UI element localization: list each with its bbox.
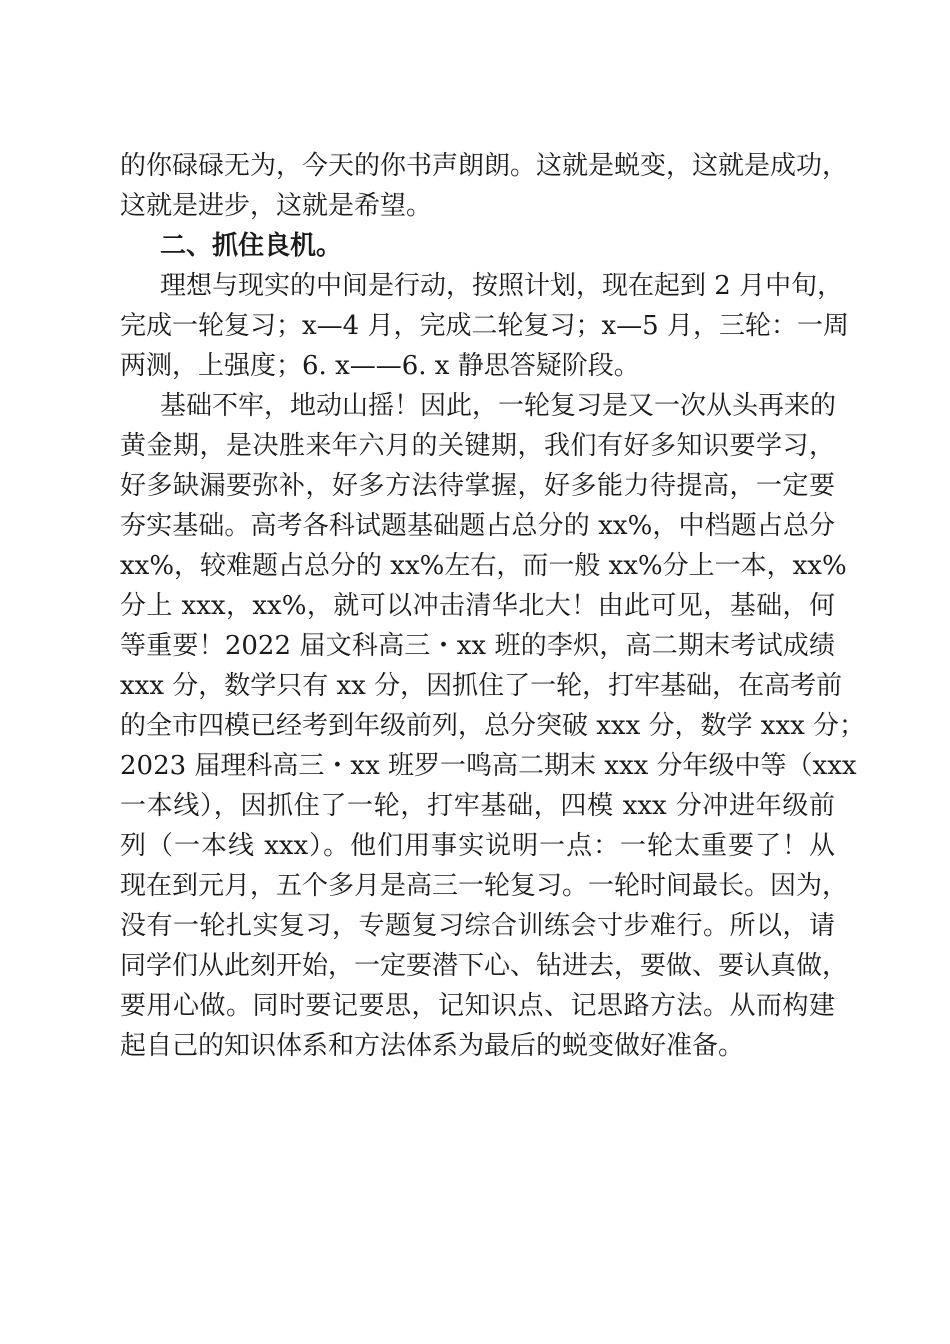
text-line: 这就是进步，这就是希望。 xyxy=(120,191,433,221)
text-line: 分上 xxx，xx%，就可以冲击清华北大！由此可见，基础，何 xyxy=(120,591,835,621)
text-line: 基础不牢，地动山摇！因此，一轮复习是又一次从头再来的 xyxy=(160,391,837,421)
text-line: xxx 分，数学只有 xx 分，因抓住了一轮，打牢基础，在高考前 xyxy=(120,671,843,701)
text-line: 的你碌碌无为，今天的你书声朗朗。这就是蜕变，这就是成功， xyxy=(120,151,849,181)
text-line: xx%，较难题占总分的 xx%左右，而一般 xx%分上一本，xx% xyxy=(120,551,847,581)
text-line: 夯实基础。高考各科试题基础题占总分的 xx%，中档题占总分 xyxy=(120,511,835,541)
text-line: 理想与现实的中间是行动，按照计划，现在起到 2 月中旬， xyxy=(160,271,844,301)
text-line: 现在到元月，五个多月是高三一轮复习。一轮时间最长。因为， xyxy=(120,871,849,901)
text-line: 两测，上强度；6. x——6. x 静思答疑阶段。 xyxy=(120,351,640,381)
text-line: 好多缺漏要弥补，好多方法待掌握，好多能力待提高，一定要 xyxy=(120,471,835,501)
text-line: 2023 届理科高三・xx 班罗一鸣高二期末 xxx 分年级中等（xxx xyxy=(120,751,857,781)
text-line: 的全市四模已经考到年级前列，总分突破 xxx 分，数学 xxx 分； xyxy=(120,711,866,741)
text-line: 完成一轮复习；x—4 月，完成二轮复习；x—5 月，三轮：一周 xyxy=(120,311,849,341)
text-line: 没有一轮扎实复习，专题复习综合训练会寸步难行。所以，请 xyxy=(120,911,835,941)
heading-text: 二、抓住良机。 xyxy=(160,231,343,261)
text-line: 要用心做。同时要记要思，记知识点、记思路方法。从而构建 xyxy=(120,991,835,1021)
paragraph-foundation xyxy=(120,386,866,1066)
paragraph-intro-tail xyxy=(120,146,849,226)
text-line: 起自己的知识体系和方法体系为最后的蜕变做好准备。 xyxy=(120,1031,745,1061)
text-line: 黄金期，是决胜来年六月的关键期，我们有好多知识要学习， xyxy=(120,431,835,461)
text-line: 等重要！2022 届文科高三・xx 班的李炽，高二期末考试成绩 xyxy=(120,631,835,661)
text-line: 一本线），因抓住了一轮，打牢基础，四模 xxx 分冲进年级前 xyxy=(120,791,835,821)
text-line: 同学们从此刻开始，一定要潜下心、钻进去，要做、要认真做， xyxy=(120,951,849,981)
paragraph-plan xyxy=(120,266,849,386)
section-heading xyxy=(120,226,835,266)
text-line: 列（一本线 xxx）。他们用事实说明一点：一轮太重要了！从 xyxy=(120,831,835,861)
document-body xyxy=(120,146,866,1066)
